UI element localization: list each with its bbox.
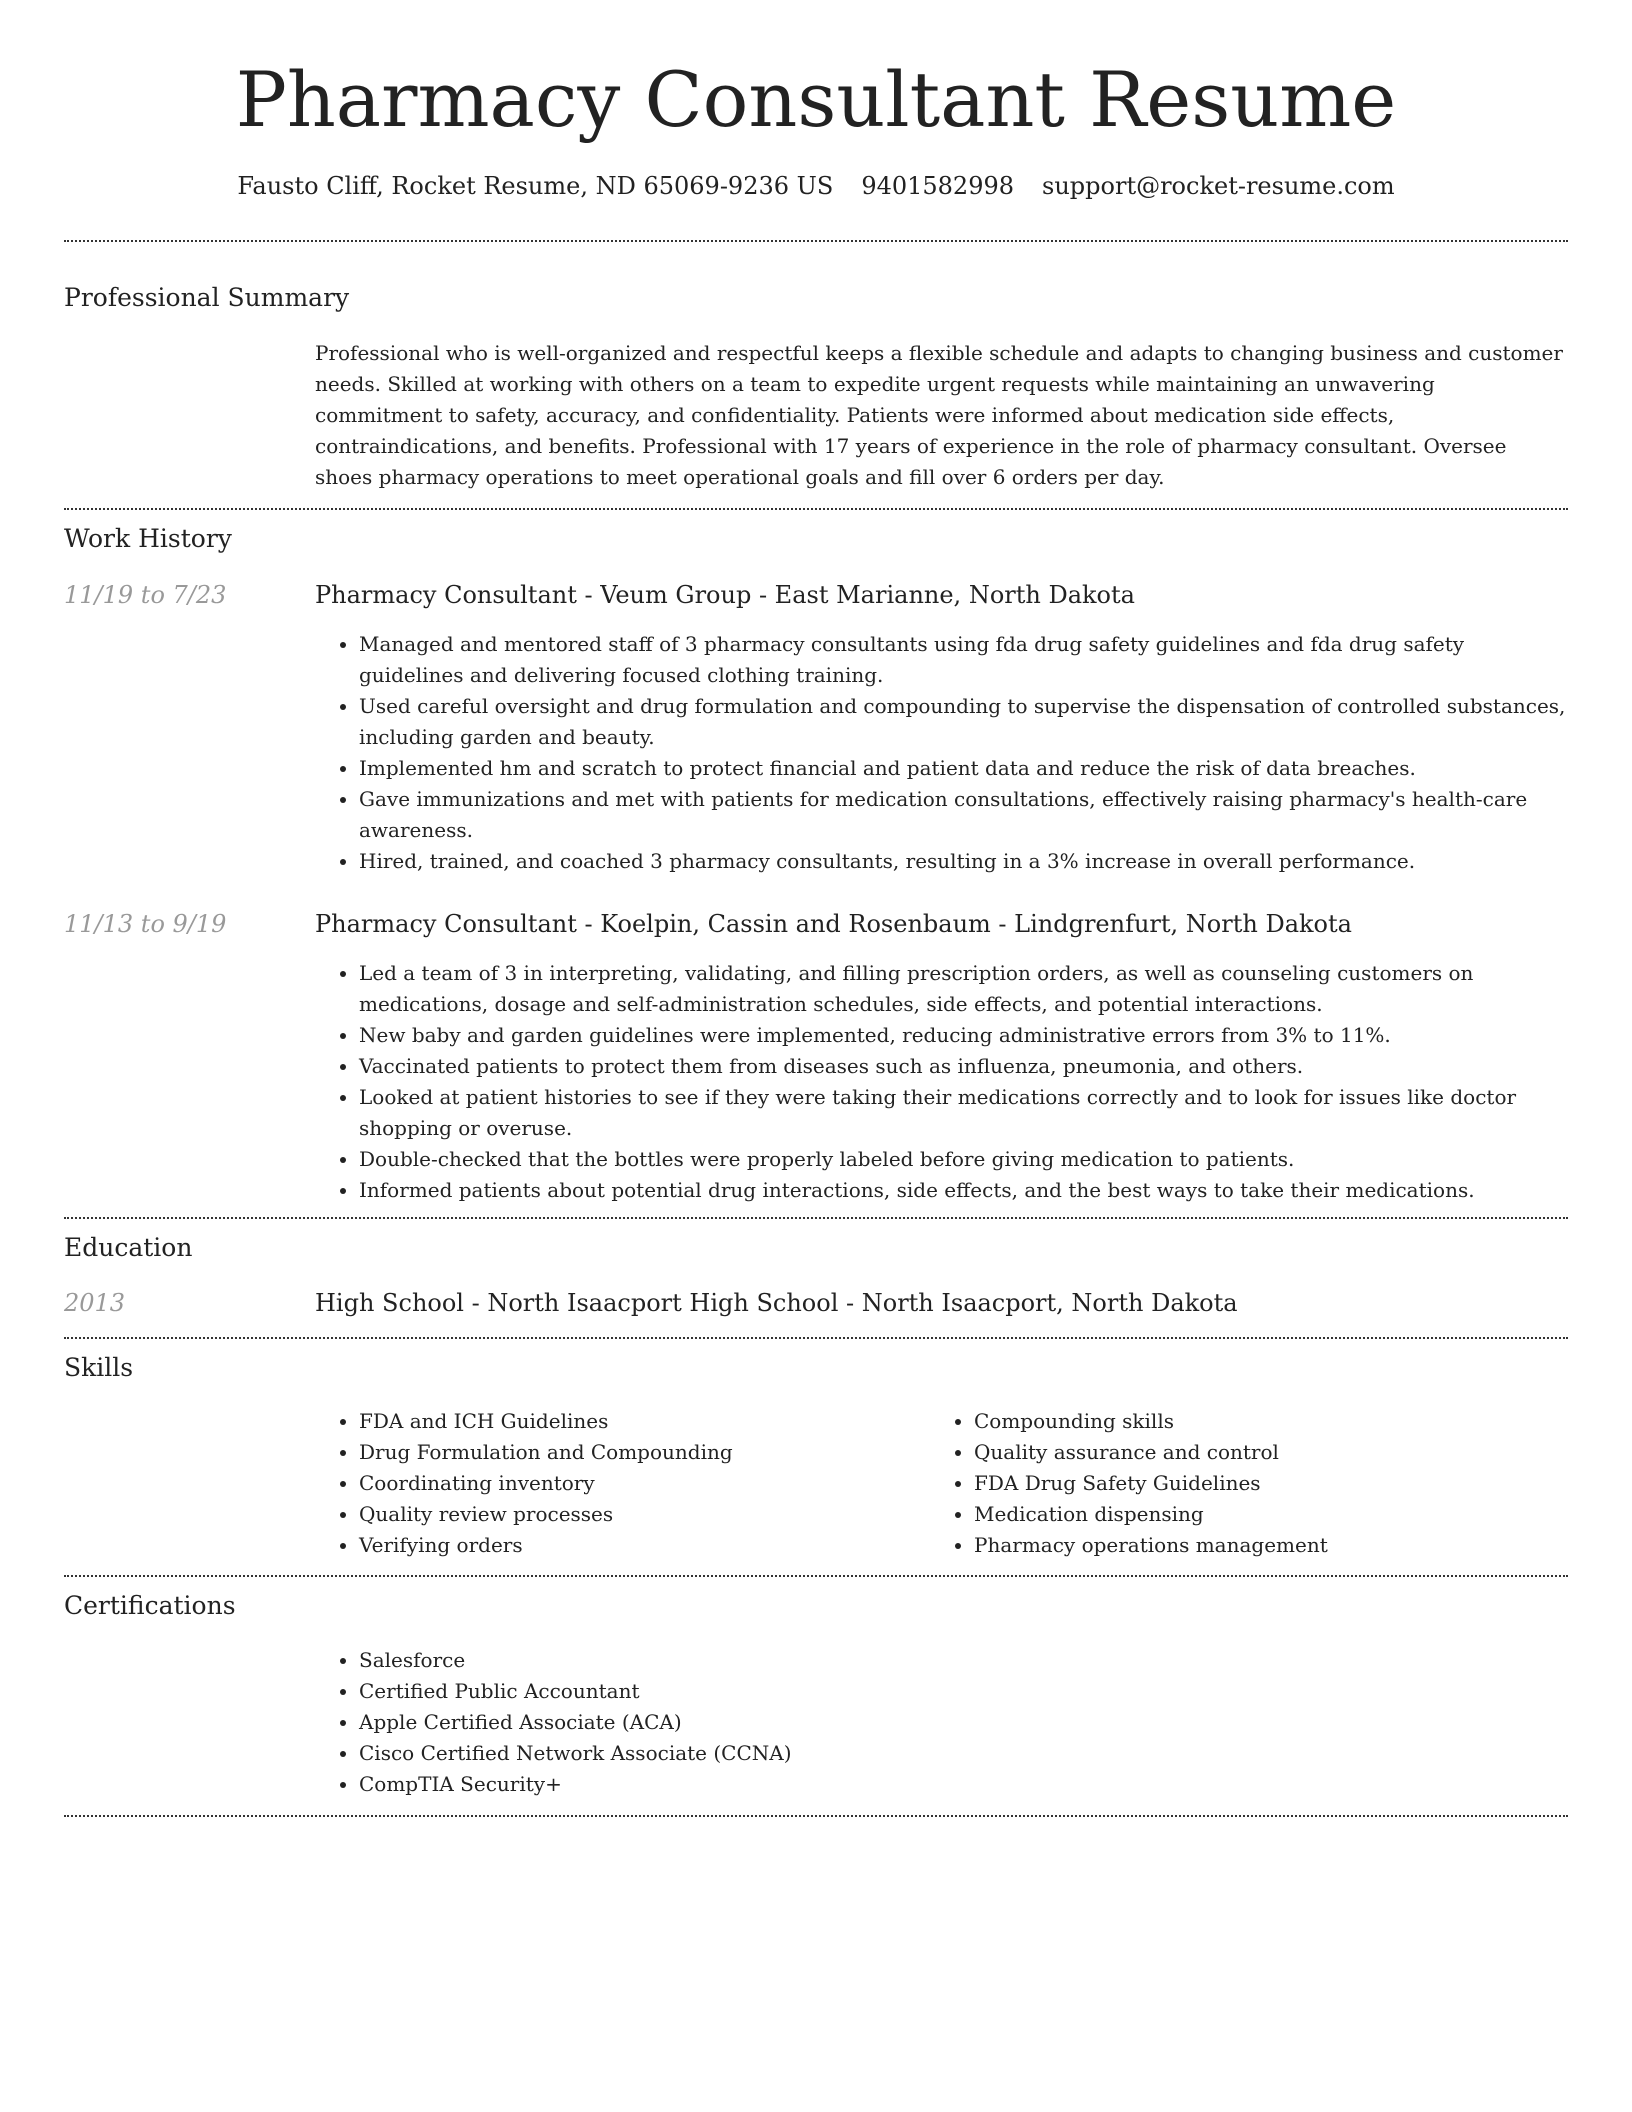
education-date: 2013 xyxy=(64,1289,126,1317)
certifications-list xyxy=(315,1645,1568,1800)
list-item: • Quality assurance and control xyxy=(974,1437,1530,1468)
bullet-list xyxy=(315,1645,1568,1800)
divider xyxy=(64,240,1568,242)
section-heading-summary: Professional Summary xyxy=(64,283,350,312)
list-item: • Compounding skills xyxy=(974,1406,1530,1437)
divider xyxy=(64,1337,1568,1339)
contact-phone: 9401582998 xyxy=(861,172,1015,200)
job-bullets xyxy=(315,629,1568,877)
job-title: Pharmacy Consultant - Veum Group - East Marianne, North Dakota xyxy=(315,581,1135,609)
divider xyxy=(64,1217,1568,1219)
bullet-list xyxy=(315,1406,915,1561)
list-item: • Verifying orders xyxy=(359,1530,915,1561)
education-entry: High School - North Isaacport High School - North Isaacport, North Dakota xyxy=(315,1289,1238,1317)
summary-text: Professional who is well-organized and respectful keeps a flexible schedule and adapts to changing business and customer needs. Skilled at working with others on a team to expedite urgent requests while maintaining an unwavering commitment to safety, accuracy, and confidentiality. Patients were informed about medication side effects, contraindications, and benefits. Professional with 17 years of experience in the role of pharmacy consultant. Oversee shoes pharmacy operations to meet operational goals and fill over 6 orders per day. xyxy=(315,341,1563,489)
divider xyxy=(64,508,1568,510)
job-dates: 11/13 to 9/19 xyxy=(64,910,227,938)
list-item: • Vaccinated patients to protect them from diseases such as influenza, pneumonia, and others. xyxy=(359,1051,1568,1082)
list-item: • Hired, trained, and coached 3 pharmacy consultants, resulting in a 3% increase in overall performance. xyxy=(359,846,1568,877)
contact-email: support@rocket-resume.com xyxy=(1042,172,1395,200)
list-item: • Double-checked that the bottles were properly labeled before giving medication to patients. xyxy=(359,1144,1568,1175)
job-title: Pharmacy Consultant - Koelpin, Cassin and Rosenbaum - Lindgrenfurt, North Dakota xyxy=(315,910,1352,938)
list-item: • Drug Formulation and Compounding xyxy=(359,1437,915,1468)
skills-column-left xyxy=(315,1406,915,1561)
list-item: • CompTIA Security+ xyxy=(359,1769,1568,1800)
skills-column-right xyxy=(930,1406,1530,1561)
contact-address: Fausto Cliff, Rocket Resume, ND 65069-9236 US xyxy=(237,172,834,200)
divider xyxy=(64,1815,1568,1817)
list-item: • Salesforce xyxy=(359,1645,1568,1676)
list-item: • Gave immunizations and met with patients for medication consultations, effectively raising pharmacy's health-care awareness. xyxy=(359,784,1568,846)
job-dates: 11/19 to 7/23 xyxy=(64,581,227,609)
list-item: • Pharmacy operations management xyxy=(974,1530,1530,1561)
job-bullets xyxy=(315,958,1568,1206)
list-item: • Managed and mentored staff of 3 pharmacy consultants using fda drug safety guidelines and fda drug safety guidelines and delivering focused clothing training. xyxy=(359,629,1568,691)
list-item: • Looked at patient histories to see if they were taking their medications correctly and to look for issues like doctor shopping or overuse. xyxy=(359,1082,1568,1144)
bullet-list xyxy=(315,958,1568,1206)
list-item: • Coordinating inventory xyxy=(359,1468,915,1499)
list-item: • FDA and ICH Guidelines xyxy=(359,1406,915,1437)
list-item: • Implemented hm and scratch to protect financial and patient data and reduce the risk of data breaches. xyxy=(359,753,1568,784)
list-item: • Cisco Certified Network Associate (CCNA) xyxy=(359,1738,1568,1769)
section-heading-certifications: Certifications xyxy=(64,1591,236,1620)
bullet-list xyxy=(315,629,1568,877)
list-item: • FDA Drug Safety Guidelines xyxy=(974,1468,1530,1499)
list-item: • Medication dispensing xyxy=(974,1499,1530,1530)
list-item: • Led a team of 3 in interpreting, validating, and filling prescription orders, as well as counseling customers on medications, dosage and self-administration schedules, side effects, and potential interactions. xyxy=(359,958,1568,1020)
list-item: • Apple Certified Associate (ACA) xyxy=(359,1707,1568,1738)
contact-line xyxy=(64,170,1568,202)
bullet-list xyxy=(930,1406,1530,1561)
divider xyxy=(64,1575,1568,1577)
list-item: • Quality review processes xyxy=(359,1499,915,1530)
section-heading-skills: Skills xyxy=(64,1353,134,1382)
list-item: • New baby and garden guidelines were implemented, reducing administrative errors from 3% to 11%. xyxy=(359,1020,1568,1051)
list-item: • Certified Public Accountant xyxy=(359,1676,1568,1707)
list-item: • Used careful oversight and drug formulation and compounding to supervise the dispensation of controlled substances, including garden and beauty. xyxy=(359,691,1568,753)
list-item: • Informed patients about potential drug interactions, side effects, and the best ways to take their medications. xyxy=(359,1175,1568,1206)
page-title: Pharmacy Consultant Resume xyxy=(235,55,1397,144)
section-heading-education: Education xyxy=(64,1233,193,1262)
resume-header xyxy=(64,48,1568,202)
section-heading-work-history: Work History xyxy=(64,524,232,553)
